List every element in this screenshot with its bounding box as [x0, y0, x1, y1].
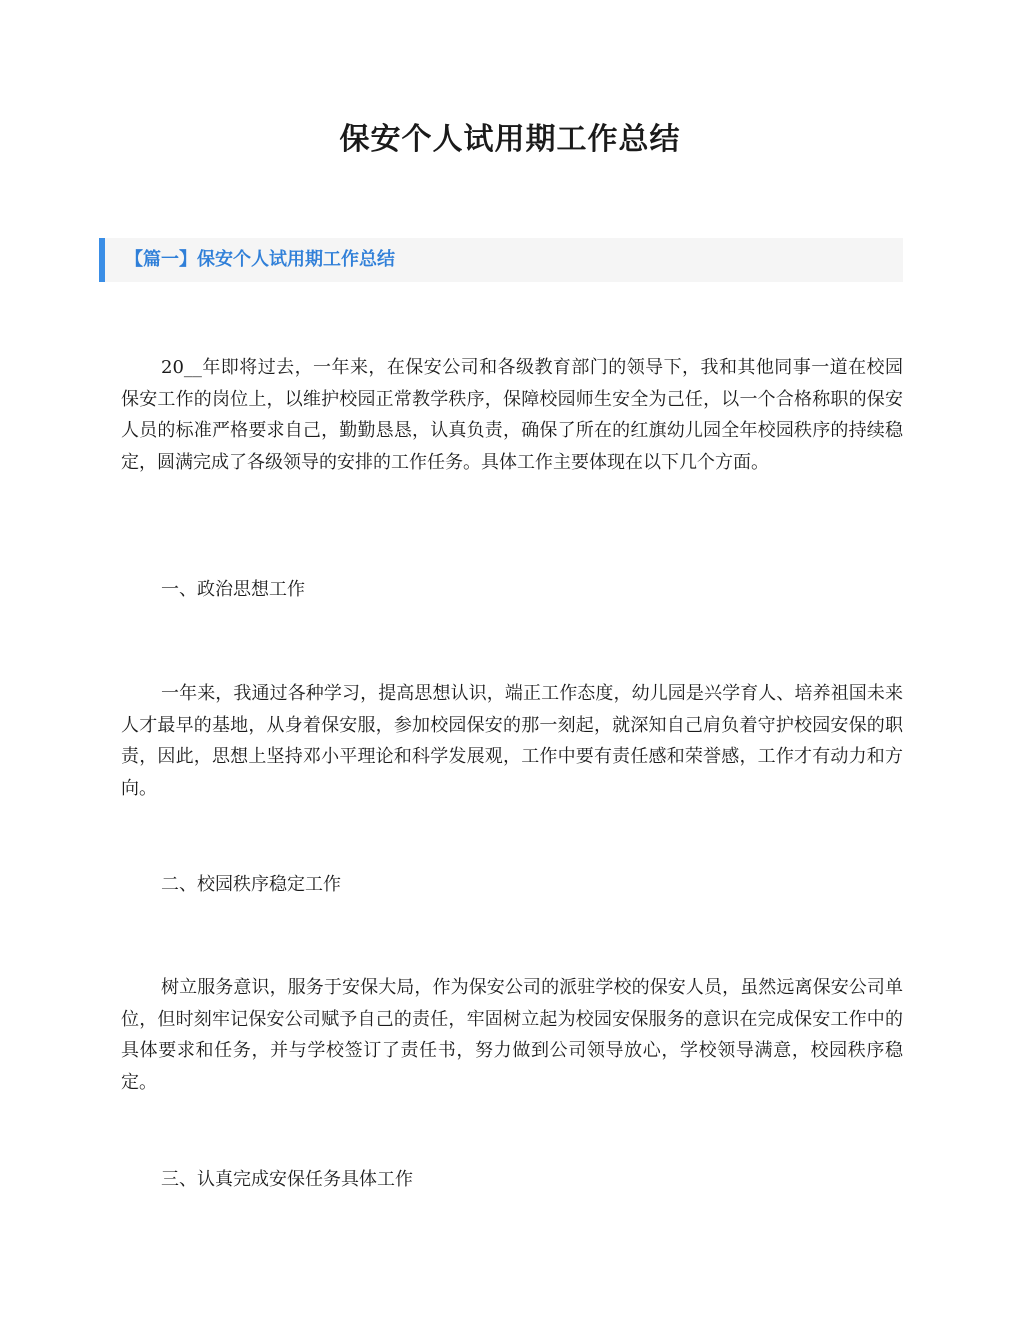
- section-banner-label: 【篇一】保安个人试用期工作总结: [125, 249, 395, 270]
- page-title: 保安个人试用期工作总结: [339, 122, 681, 157]
- heading-campus-order: 二、校园秩序稳定工作: [161, 874, 341, 895]
- heading-security-tasks: 三、认真完成安保任务具体工作: [161, 1169, 413, 1190]
- section-banner: [99, 238, 903, 282]
- heading-political-thought: 一、政治思想工作: [161, 579, 305, 600]
- paragraph-intro: 20__年即将过去，一年来，在保安公司和各级教育部门的领导下，我和其他同事一道在校园保安工作的岗位上，以维护校园正常教学秩序，保障校园师生安全为己任，以一个合格称职的保安人员的标准严格要求自己，勤勤恳恳，认真负责，确保了所在的红旗幼儿园全年校园秩序的持续稳定，圆满完成了各级领导的安排的工作任务。具体工作主要体现在以下几个方面。: [121, 357, 903, 473]
- paragraph-campus-order: 树立服务意识，服务于安保大局，作为保安公司的派驻学校的保安人员，虽然远离保安公司单位，但时刻牢记保安公司赋予自己的责任，牢固树立起为校园安保服务的意识在完成保安工作中的具体要求和任务，并与学校签订了责任书，努力做到公司领导放心，学校领导满意，校园秩序稳定。: [121, 977, 903, 1093]
- paragraph-political-thought: 一年来，我通过各种学习，提高思想认识，端正工作态度，幼儿园是兴学育人、培养祖国未来人才最早的基地，从身着保安服，参加校园保安的那一刻起，就深知自己肩负着守护校园安保的职责，因此，思想上坚持邓小平理论和科学发展观，工作中要有责任感和荣誉感，工作才有动力和方向。: [121, 683, 903, 799]
